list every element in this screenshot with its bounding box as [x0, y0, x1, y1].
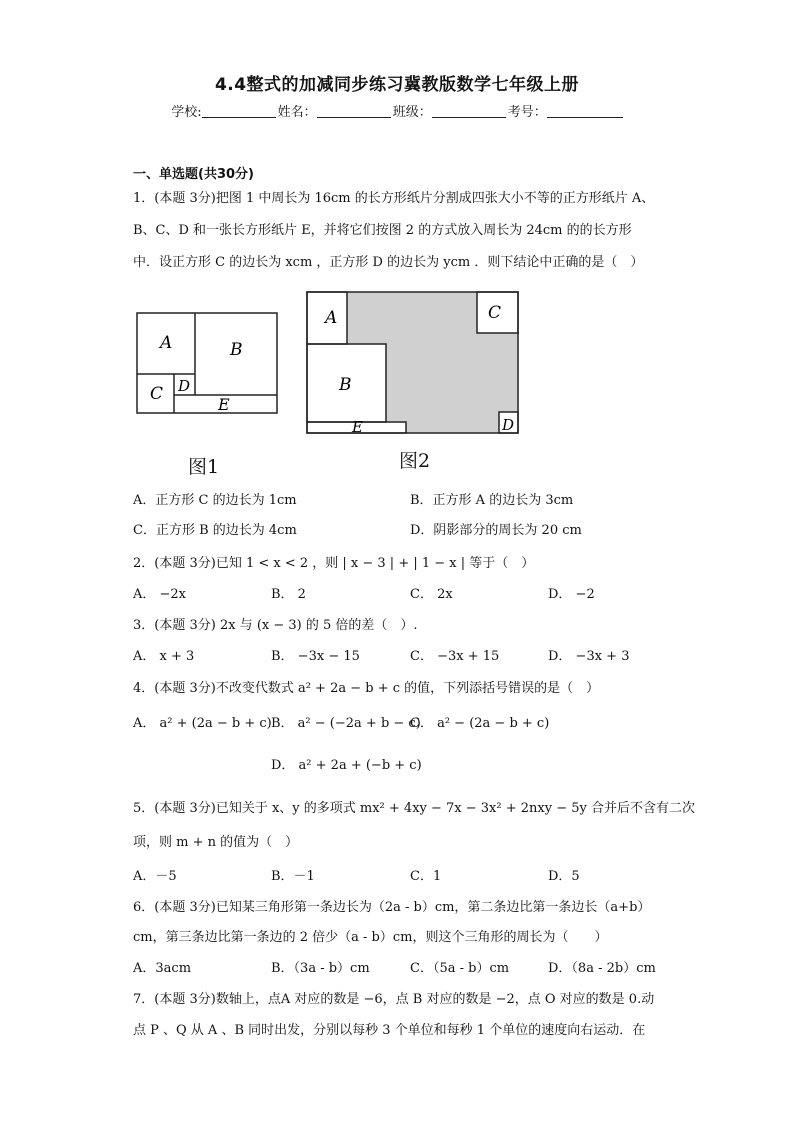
shaded-region	[307, 292, 518, 433]
fig2-label-e: E	[352, 418, 363, 436]
q4-option-b: B． a² − (−2a + b − c)	[271, 716, 421, 731]
q4-option-c: C． a² − (2a − b + c)	[410, 716, 550, 731]
q1-option-d: D．阴影部分的周长为 20 cm	[410, 523, 582, 538]
exam-no-blank	[547, 103, 623, 118]
school-blank	[202, 103, 276, 118]
q7-line2: 点 P 、Q 从 A 、B 同时出发，分别以每秒 3 个单位和每秒 1 个单位的速度向右运动．在	[133, 1023, 646, 1038]
q1-line3: 中．设正方形 C 的边长为 xcm ，正方形 D 的边长为 ycm ．则下结论中正确的是（ ）	[133, 255, 644, 270]
q1-option-c: C．正方形 B 的边长为 4cm	[133, 523, 297, 538]
q6-option-a: A．3acm	[133, 961, 192, 976]
q3-option-c: C． −3x + 15	[410, 649, 500, 664]
q4-stem: 4．(本题 3分)不改变代数式 a² + 2a − b + c 的值，下列添括号错误的是（ ）	[133, 681, 600, 696]
q5-option-d: D．5	[548, 869, 580, 884]
q6-option-c: C．（5a - b）cm	[410, 961, 510, 976]
q5-line2: 项，则 m + n 的值为（ ）	[133, 835, 299, 850]
school-label: 学校:	[171, 105, 202, 120]
q3-option-b: B． −3x − 15	[271, 649, 360, 664]
q2-option-b: B． 2	[271, 587, 306, 602]
name-label: 姓名：	[277, 105, 317, 120]
q2-option-a: A． −2x	[133, 587, 187, 602]
q5-line1: 5．(本题 3分)已知关于 x、y 的多项式 mx² + 4xy − 7x − 3x² + 2nxy − 5y 合并后不含有二次	[133, 801, 695, 816]
fig1-label-b: B	[230, 340, 243, 360]
student-info-row	[0, 101, 794, 120]
q2-stem: 2．(本题 3分)已知 1 < x < 2 ，则 | x − 3 | + | 1 − x | 等于（ ）	[133, 556, 535, 571]
class-blank	[432, 103, 506, 118]
fig2-label-b: B	[339, 375, 352, 395]
q6-line2: cm，第三条边比第一条边的 2 倍少（a - b）cm，则这个三角形的周长为（ ）	[133, 930, 608, 945]
q1-option-a: A．正方形 C 的边长为 1cm	[133, 493, 297, 508]
fig2-label-d: D	[502, 416, 515, 434]
name-blank	[317, 103, 391, 118]
q3-stem: 3．(本题 3分) 2x 与 (x − 3) 的 5 倍的差（ ）.	[133, 618, 418, 633]
q4-option-d: D． a² + 2a + (−b + c)	[271, 758, 422, 773]
q6-line1: 6．(本题 3分)已知某三角形第一条边长为（2a - b）cm，第二条边比第一条边长（a+b）	[133, 900, 651, 915]
q3-option-a: A． x + 3	[133, 649, 195, 664]
q5-option-b: B．－1	[271, 869, 315, 884]
q2-option-d: D． −2	[548, 587, 595, 602]
fig2-label-a: A	[325, 308, 338, 328]
fig1-label-a: A	[160, 333, 173, 353]
q6-option-b: B．（3a - b）cm	[271, 961, 370, 976]
q5-option-c: C．1	[410, 869, 442, 884]
q1-option-b: B．正方形 A 的边长为 3cm	[410, 493, 574, 508]
q4-option-a: A． a² + (2a − b + c)	[133, 716, 272, 731]
fig1-label-e: E	[218, 395, 230, 414]
page-title: 4.4整式的加减同步练习冀教版数学七年级上册	[214, 75, 580, 95]
fig2-caption: 图2	[399, 450, 431, 472]
fig1-label-c: C	[150, 384, 164, 404]
fig1-label-d: D	[178, 377, 191, 395]
q1-line1: 1．(本题 3分)把图 1 中周长为 16cm 的长方形纸片分割成四张大小不等的正方形纸片 A、	[133, 191, 655, 206]
q1-line2: B、C、D 和一张长方形纸片 E，并将它们按图 2 的方式放入周长为 24cm 的的长方形	[133, 223, 632, 238]
figure-2	[303, 288, 525, 438]
class-label: 班级：	[392, 105, 432, 120]
figure-1	[134, 308, 282, 418]
section-heading: 一、单选题(共30分)	[133, 167, 254, 182]
q2-option-c: C． 2x	[410, 587, 453, 602]
exam-no-label: 考号：	[507, 105, 547, 120]
q7-line1: 7．(本题 3分)数轴上，点A 对应的数是 −6，点 B 对应的数是 −2，点 O 对应的数是 0.动	[133, 992, 655, 1007]
fig1-caption: 图1	[188, 456, 220, 478]
q5-option-a: A．－5	[133, 869, 177, 884]
q3-option-d: D． −3x + 3	[548, 649, 630, 664]
fig2-label-c: C	[488, 303, 502, 323]
q6-option-d: D．（8a - 2b）cm	[548, 961, 656, 976]
